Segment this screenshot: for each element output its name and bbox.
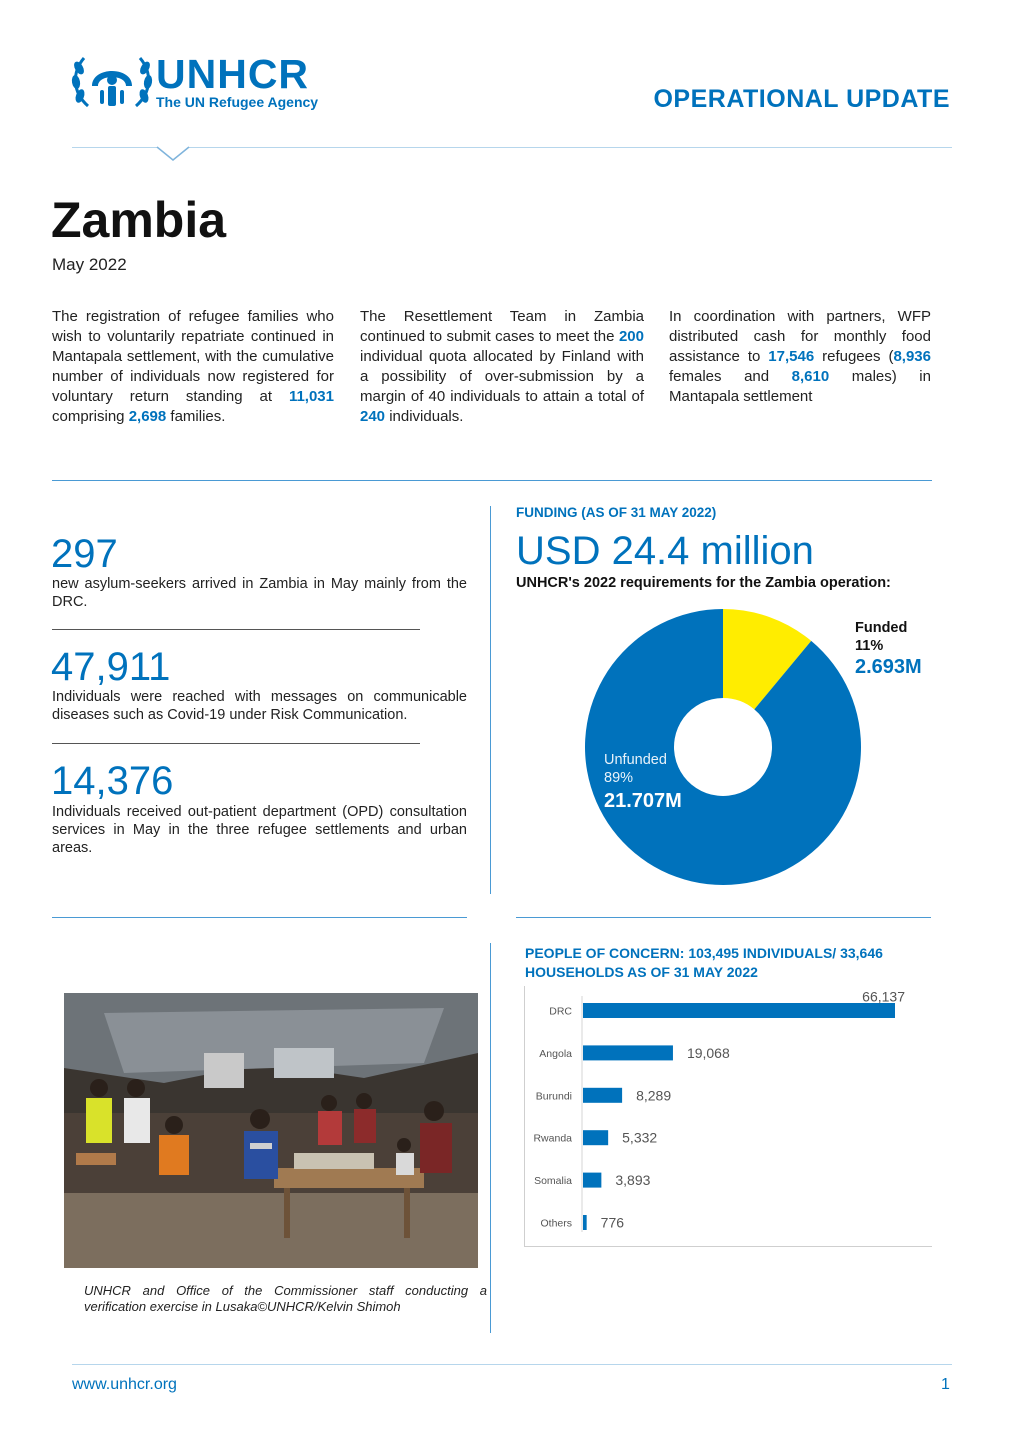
bar-value-label: 776 — [600, 1214, 625, 1231]
footer-divider — [72, 1364, 952, 1365]
bar-rwanda — [583, 1130, 608, 1145]
unfunded-legend — [604, 751, 667, 787]
bar-category-label: DRC — [549, 1005, 572, 1018]
stat-divider — [52, 743, 420, 744]
bar-value-label: 8,289 — [636, 1087, 672, 1104]
bar-value-label: 19,068 — [686, 1044, 730, 1061]
funded-label-text: Funded — [855, 620, 908, 636]
stat-divider — [52, 629, 420, 630]
bar-value-label: 66,137 — [862, 988, 905, 1005]
logo-wordmark: UNHCR — [156, 51, 310, 97]
document-type-heading: OPERATIONAL UPDATE — [653, 85, 950, 113]
donut-slice-unfunded — [585, 609, 861, 885]
stat-text-asylum-seekers: new asylum-seekers arrived in Zambia in May mainly from the DRC. — [52, 576, 467, 610]
report-date: May 2022 — [52, 255, 127, 274]
bar-category-label: Angola — [539, 1047, 572, 1060]
funding-total: USD 24.4 million — [516, 529, 814, 573]
bar-value-label: 5,332 — [622, 1129, 658, 1146]
column-divider — [490, 943, 491, 1333]
funded-percent: 11% — [855, 638, 884, 654]
bar-others — [583, 1215, 587, 1230]
verification-exercise-photo — [64, 993, 478, 1268]
chevron-down-icon — [156, 146, 190, 162]
footer-website-link[interactable]: www.unhcr.org — [72, 1376, 177, 1393]
bar-value-label: 3,893 — [615, 1172, 651, 1189]
stat-text-risk-communication: Individuals were reached with messages on communicable diseases such as Covid-19 under Risk Communication. — [52, 689, 467, 723]
stat-text-opd-consultations: Individuals received out-patient department (OPD) consultation services in May in the three refugee settlements and urban areas. — [52, 804, 467, 856]
bar-category-label: Rwanda — [533, 1132, 572, 1145]
bar-category-label: Burundi — [535, 1090, 572, 1103]
section-divider — [52, 480, 932, 481]
bar-angola — [583, 1045, 673, 1060]
funding-heading: FUNDING (AS OF 31 MAY 2022) — [516, 505, 717, 520]
funded-legend — [855, 619, 907, 655]
section-divider — [516, 917, 931, 918]
bar-somalia — [583, 1173, 601, 1188]
page-title: Zambia — [51, 192, 227, 248]
people-of-concern-bar-chart — [524, 986, 932, 1248]
stat-value-opd-consultations: 14,376 — [51, 759, 174, 803]
bar-drc — [583, 1003, 895, 1018]
intro-column-food-assistance: In coordination with partners, WFP distributed cash for monthly food assistance to 17,546 refugees (8,936 females and 8,610 males) in Mantapala settlement — [669, 308, 931, 405]
column-divider — [490, 506, 491, 894]
funded-amount: 2.693M — [855, 656, 922, 678]
funding-subtitle: UNHCR's 2022 requirements for the Zambia operation: — [516, 575, 891, 591]
intro-column-repatriation: The registration of refugee families who wish to voluntarily repatriate continued in Mantapala settlement, with the cumulative number of individuals now registered for voluntary return standing at 11,031 comprising 2,698 families. — [52, 308, 334, 425]
bar-category-label: Somalia — [534, 1175, 572, 1188]
stat-value-asylum-seekers: 297 — [51, 532, 118, 576]
header-divider — [72, 147, 952, 148]
photo-caption: UNHCR and Office of the Commissioner staff conducting a verification exercise in Lusaka©UNHCR/Kelvin Shimoh — [84, 1283, 487, 1314]
bar-burundi — [583, 1088, 622, 1103]
logo-tagline: The UN Refugee Agency — [156, 94, 319, 110]
people-of-concern-heading: PEOPLE OF CONCERN: 103,495 INDIVIDUALS/ 33,646 HOUSEHOLDS AS OF 31 MAY 2022 — [525, 945, 883, 980]
page-number: 1 — [941, 1376, 950, 1393]
stat-value-risk-communication: 47,911 — [51, 645, 171, 689]
section-divider — [52, 917, 467, 918]
intro-column-resettlement: The Resettlement Team in Zambia continued to submit cases to meet the 200 individual quota allocated by Finland with a possibility of over-submission by a margin of 40 individuals to attain a total of 240 individuals. — [360, 308, 644, 425]
bar-category-label: Others — [540, 1217, 572, 1230]
funding-donut-chart — [584, 608, 862, 886]
unfunded-label-text: Unfunded — [604, 752, 667, 768]
unfunded-amount: 21.707M — [604, 790, 682, 812]
unfunded-percent: 89% — [604, 770, 634, 786]
